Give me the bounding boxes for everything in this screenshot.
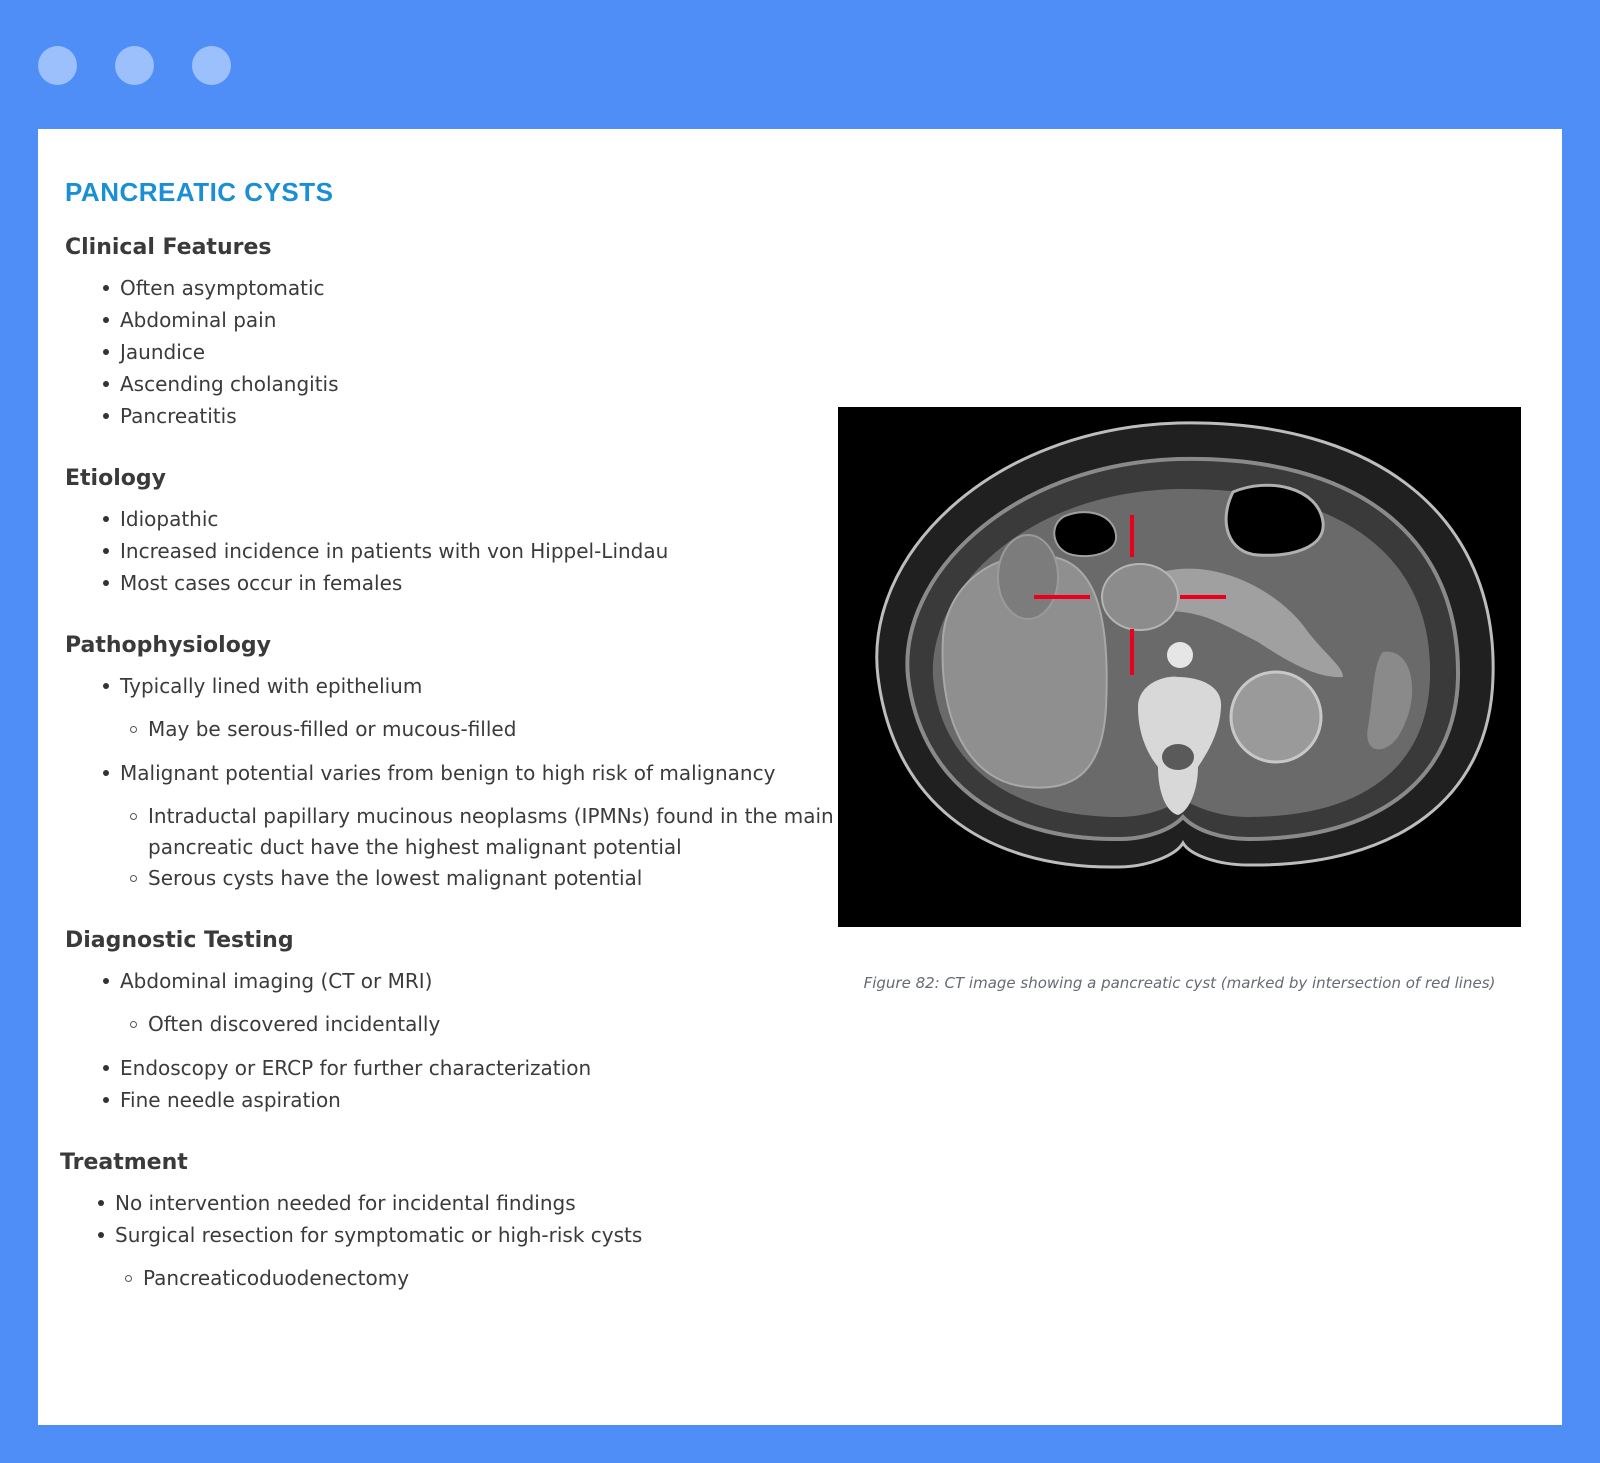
window-maximize-button[interactable] (192, 46, 231, 85)
list-item: Idiopathic (65, 503, 865, 535)
list-item: Abdominal pain (65, 304, 865, 336)
list-item (60, 1219, 865, 1294)
text-column (60, 235, 865, 1328)
sub-list-item: Intraductal papillary mucinous neoplasms (IPMNs) found in the main pancreatic duct have the highest malignant potential (120, 801, 865, 863)
pancreatic-cyst (1102, 564, 1178, 630)
figure-caption: Figure 82: CT image showing a pancreatic cyst (marked by intersection of red lines) (863, 974, 1496, 992)
bowel-gas (1054, 512, 1116, 556)
list-item: Often asymptomatic (65, 272, 865, 304)
spinal-canal (1162, 744, 1194, 770)
section-heading: Etiology (65, 466, 166, 491)
bullet-list (60, 1187, 865, 1294)
sub-list-item: Pancreaticoduodenectomy (115, 1263, 865, 1294)
sub-list (120, 1009, 865, 1040)
section-etiology (65, 466, 865, 599)
section-treatment (60, 1150, 865, 1294)
sub-list-item: Serous cysts have the lowest malignant potential (120, 863, 865, 894)
section-heading: Treatment (60, 1150, 188, 1175)
window-controls (38, 46, 231, 85)
section-clinical-features (65, 235, 865, 432)
ct-scan-image (838, 407, 1521, 927)
list-item: Pancreatitis (65, 400, 865, 432)
kidney (1231, 672, 1321, 762)
list-item-text: Typically lined with epithelium (120, 674, 423, 698)
list-item: No intervention needed for incidental findings (60, 1187, 865, 1219)
list-item (65, 965, 865, 1040)
aorta (1167, 642, 1193, 668)
window-close-button[interactable] (38, 46, 77, 85)
section-heading: Clinical Features (65, 235, 272, 260)
bullet-list (65, 670, 865, 894)
section-heading: Pathophysiology (65, 633, 271, 658)
gallbladder (998, 535, 1058, 619)
sub-list (120, 801, 865, 894)
section-pathophysiology (65, 633, 865, 894)
list-item (65, 670, 865, 745)
bullet-list (65, 965, 865, 1116)
sub-list (120, 714, 865, 745)
list-item-text: Malignant potential varies from benign to high risk of malignancy (120, 761, 776, 785)
list-item: Ascending cholangitis (65, 368, 865, 400)
ct-scan-drawing (838, 407, 1521, 927)
bullet-list (65, 272, 865, 432)
list-item: Fine needle aspiration (65, 1084, 865, 1116)
list-item (65, 757, 865, 894)
list-item: Jaundice (65, 336, 865, 368)
window-minimize-button[interactable] (115, 46, 154, 85)
sub-list-item: May be serous-filled or mucous-filled (120, 714, 865, 745)
list-item-text: Surgical resection for symptomatic or high-risk cysts (115, 1223, 643, 1247)
sub-list-item: Often discovered incidentally (120, 1009, 865, 1040)
list-item: Most cases occur in females (65, 567, 865, 599)
content-panel (38, 129, 1562, 1425)
sub-list (115, 1263, 865, 1294)
list-item: Endoscopy or ERCP for further characterization (65, 1052, 865, 1084)
bullet-list (65, 503, 865, 599)
section-heading: Diagnostic Testing (65, 928, 294, 953)
list-item-text: Abdominal imaging (CT or MRI) (120, 969, 433, 993)
list-item: Increased incidence in patients with von Hippel-Lindau (65, 535, 865, 567)
page-title: PANCREATIC CYSTS (65, 177, 334, 207)
section-diagnostic-testing (65, 928, 865, 1116)
